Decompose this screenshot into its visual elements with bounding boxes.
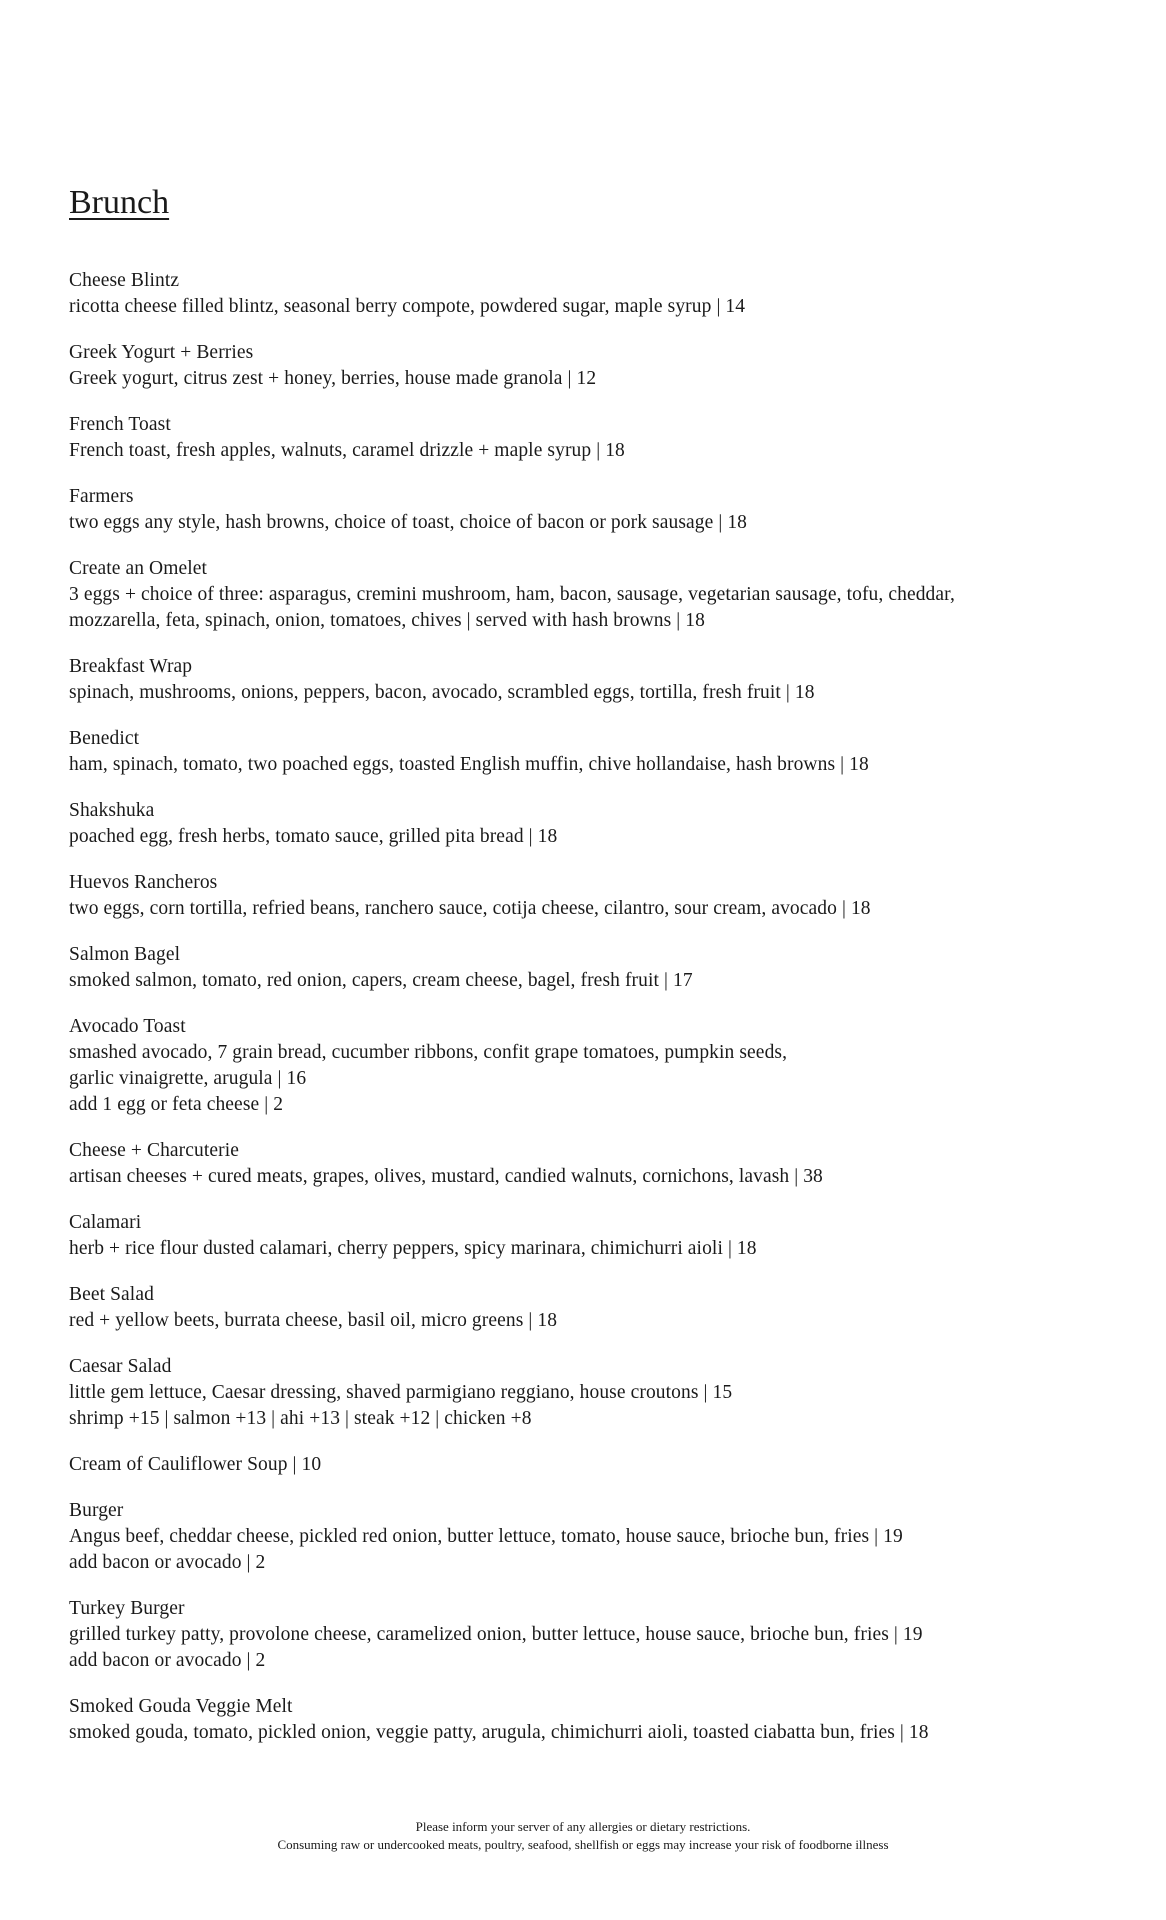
menu-item-description: two eggs, corn tortilla, refried beans, ranchero sauce, cotija cheese, cilantro, sour cream, avocado | 18 <box>69 898 871 919</box>
menu-item-description: Angus beef, cheddar cheese, pickled red onion, butter lettuce, tomato, house sauce, brioche bun, fries | 19 <box>69 1526 903 1547</box>
menu-item-name: Greek Yogurt + Berries <box>69 342 254 363</box>
menu-item-name: Create an Omelet <box>69 558 208 579</box>
menu-item <box>69 1014 1129 1118</box>
menu-item-description: red + yellow beets, burrata cheese, basil oil, micro greens | 18 <box>69 1310 558 1331</box>
menu-item-list <box>69 268 1129 1746</box>
menu-item-description: herb + rice flour dusted calamari, cherry peppers, spicy marinara, chimichurri aioli | 18 <box>69 1238 757 1259</box>
menu-item <box>69 654 1129 706</box>
menu-item-name: French Toast <box>69 414 171 435</box>
menu-item-description: spinach, mushrooms, onions, peppers, bacon, avocado, scrambled eggs, tortilla, fresh fruit | 18 <box>69 682 815 703</box>
menu-item <box>69 942 1129 994</box>
menu-item-name: Caesar Salad <box>69 1356 172 1377</box>
menu-item <box>69 484 1129 536</box>
menu-item-name: Shakshuka <box>69 800 155 821</box>
menu-item <box>69 1354 1129 1432</box>
menu-item-name: Calamari <box>69 1212 142 1233</box>
menu-item <box>69 412 1129 464</box>
menu-item-description: artisan cheeses + cured meats, grapes, olives, mustard, candied walnuts, cornichons, lavash | 38 <box>69 1166 823 1187</box>
menu-item-name: Farmers <box>69 486 134 507</box>
menu-item <box>69 1596 1129 1674</box>
foodborne-warning: Consuming raw or undercooked meats, poultry, seafood, shellfish or eggs may increase your risk of foodborne illness <box>277 1837 889 1852</box>
menu-item-description: two eggs any style, hash browns, choice of toast, choice of bacon or pork sausage | 18 <box>69 512 748 533</box>
menu-item-description: smashed avocado, 7 grain bread, cucumber ribbons, confit grape tomatoes, pumpkin seeds, <box>69 1042 788 1063</box>
menu-item-name: Cheese + Charcuterie <box>69 1140 240 1161</box>
menu-item-name: Turkey Burger <box>69 1598 185 1619</box>
menu-item <box>69 556 1129 634</box>
menu-item-name: Benedict <box>69 728 140 749</box>
menu-item-description: add bacon or avocado | 2 <box>69 1552 266 1573</box>
menu-item <box>69 1498 1129 1576</box>
menu-title: Brunch <box>69 184 170 221</box>
menu-item <box>69 1210 1129 1262</box>
menu-item-name: Salmon Bagel <box>69 944 181 965</box>
menu-item <box>69 870 1129 922</box>
menu-item-name: Burger <box>69 1500 124 1521</box>
menu-item-description: smoked gouda, tomato, pickled onion, veggie patty, arugula, chimichurri aioli, toasted ciabatta bun, fries | 18 <box>69 1722 929 1743</box>
menu-item-description: shrimp +15 | salmon +13 | ahi +13 | steak +12 | chicken +8 <box>69 1408 532 1429</box>
menu-page <box>69 180 1129 1766</box>
menu-item-description: Greek yogurt, citrus zest + honey, berries, house made granola | 12 <box>69 368 597 389</box>
menu-item <box>69 1694 1129 1746</box>
menu-item <box>69 1282 1129 1334</box>
menu-item-name: Breakfast Wrap <box>69 656 193 677</box>
menu-item-description: 3 eggs + choice of three: asparagus, cremini mushroom, ham, bacon, sausage, vegetarian sausage, tofu, cheddar, <box>69 584 955 605</box>
menu-item-description: little gem lettuce, Caesar dressing, shaved parmigiano reggiano, house croutons | 15 <box>69 1382 733 1403</box>
menu-item-description: add bacon or avocado | 2 <box>69 1650 266 1671</box>
menu-item <box>69 726 1129 778</box>
menu-item <box>69 798 1129 850</box>
menu-item <box>69 1452 1129 1478</box>
menu-item <box>69 1138 1129 1190</box>
allergy-disclaimer <box>0 1818 1166 1854</box>
menu-item-description: ricotta cheese filled blintz, seasonal berry compote, powdered sugar, maple syrup | 14 <box>69 296 746 317</box>
menu-item-name: Smoked Gouda Veggie Melt <box>69 1696 293 1717</box>
menu-item-description: ham, spinach, tomato, two poached eggs, toasted English muffin, chive hollandaise, hash browns | 18 <box>69 754 869 775</box>
menu-item-description: poached egg, fresh herbs, tomato sauce, grilled pita bread | 18 <box>69 826 558 847</box>
menu-item-name: Cream of Cauliflower Soup | 10 <box>69 1454 322 1475</box>
menu-item-name: Beet Salad <box>69 1284 154 1305</box>
allergy-notice: Please inform your server of any allergies or dietary restrictions. <box>415 1819 751 1834</box>
menu-item-description: mozzarella, feta, spinach, onion, tomatoes, chives | served with hash browns | 18 <box>69 610 705 631</box>
menu-item <box>69 268 1129 320</box>
menu-item-name: Avocado Toast <box>69 1016 186 1037</box>
menu-item-name: Cheese Blintz <box>69 270 180 291</box>
menu-item-description: smoked salmon, tomato, red onion, capers, cream cheese, bagel, fresh fruit | 17 <box>69 970 693 991</box>
menu-item-description: add 1 egg or feta cheese | 2 <box>69 1094 284 1115</box>
menu-item <box>69 340 1129 392</box>
menu-item-description: grilled turkey patty, provolone cheese, caramelized onion, butter lettuce, house sauce, brioche bun, fries | 19 <box>69 1624 923 1645</box>
menu-item-description: French toast, fresh apples, walnuts, caramel drizzle + maple syrup | 18 <box>69 440 625 461</box>
menu-item-name: Huevos Rancheros <box>69 872 218 893</box>
menu-item-description: garlic vinaigrette, arugula | 16 <box>69 1068 307 1089</box>
